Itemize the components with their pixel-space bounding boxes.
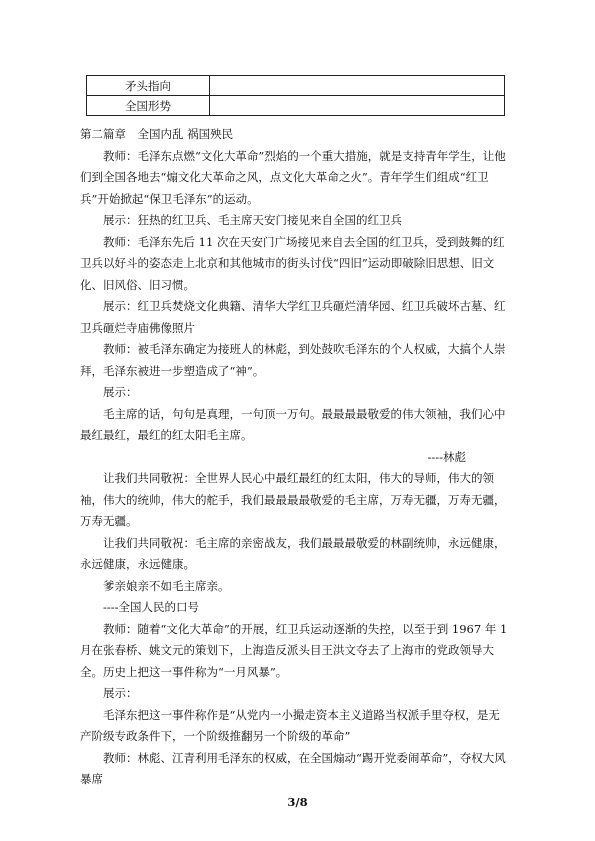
quote-attribution: ----全国人民的口号 [103, 600, 200, 614]
paragraph: 教师：被毛泽东确定为接班人的林彪，到处鼓吹毛泽东的个人权威，大搞个人崇拜，毛泽东被进一步塑造成了“神”。 [80, 342, 506, 378]
table-label-cell: 全国形势 [87, 96, 210, 116]
paragraph: 教师：毛泽东点燃“文化大革命”烈焰的一个重大措施，就是支持青年学生，让他们到全国各地去“煽文化大革命之风，点文化大革命之火”。青年学生们组成“红卫兵”开始掀起“保卫毛泽东”的运动。 [80, 148, 506, 206]
paragraph: 展示：狂热的红卫兵、毛主席天安门接见来自全国的红卫兵 [103, 213, 402, 227]
paragraph: 展示： [103, 385, 138, 399]
table-label-cell: 矛头指向 [87, 76, 210, 96]
quote-paragraph: 让我们共同敬祝：毛主席的亲密战友，我们最最最敬爱的林副统帅，永远健康，永远健康，永远健康。 [80, 535, 506, 571]
paragraph: 教师：毛泽东先后 11 次在天安门广场接见来自去全国的红卫兵，受到鼓舞的红卫兵以好斗的姿态走上北京和其他城市的街头讨伐“四旧”运动即破除旧思想、旧文化、旧风俗、旧习惯。 [80, 234, 505, 292]
quote-paragraph: 爹亲娘亲不如毛主席亲。 [103, 578, 230, 593]
table-row [87, 76, 505, 96]
quote-paragraph: 让我们共同敬祝：全世界人民心中最红最红的红太阳，伟大的导师，伟大的领袖，伟大的统帅，伟大的舵手，我们最最最最敬爱的毛主席，万寿无疆，万寿无疆，万寿无疆。 [80, 471, 506, 528]
chapter-heading: 第二篇章 全国内乱 祸国殃民 [80, 127, 234, 141]
table-value-cell [210, 96, 505, 116]
document-body [80, 124, 508, 791]
paragraph: 教师：随着“文化大革命”的开展，红卫兵运动逐渐的失控，以至于到 1967 年 1 月在张春桥、姚文元的策划下，上海造反派头目王洪文夺去了上海市的党政领导大全。历史上把这一事件称为“一月风暴”。 [80, 621, 508, 679]
paragraph: 展示：红卫兵焚烧文化典籍、清华大学红卫兵砸烂清华园、红卫兵破坏古墓、红卫兵砸烂寺庙佛像照片 [80, 299, 506, 335]
summary-table [86, 75, 505, 116]
quote-attribution: ----林彪 [427, 449, 466, 464]
page-number: 3/8 [287, 795, 308, 809]
table-value-cell [210, 76, 505, 96]
quote-paragraph: 毛泽东把这一事件称作是“从党内一小撮走资本主义道路当权派手里夺权，是无产阶级专政条件下，一个阶级推翻另一个阶级的革命” [80, 707, 500, 743]
quote-paragraph: 毛主席的话，句句是真理，一句顶一万句。最最最最敬爱的伟大领袖，我们心中最红最红，最红的红太阳毛主席。 [80, 406, 506, 442]
paragraph: 展示： [103, 686, 138, 700]
table-row [87, 96, 505, 116]
paragraph: 教师：林彪、江青利用毛泽东的权威，在全国煽动“踢开党委闹革命”，夺权大风暴席 [80, 750, 506, 786]
